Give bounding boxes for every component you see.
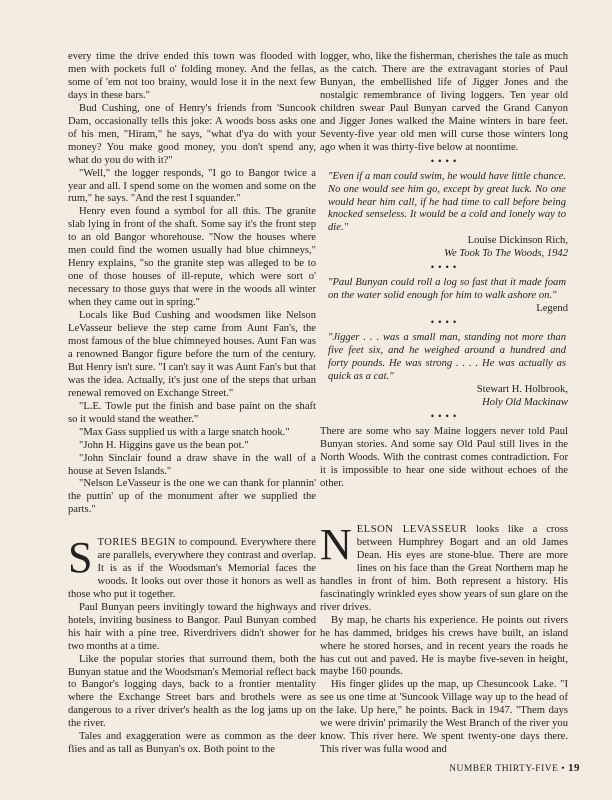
left-column-bottom — [68, 533, 316, 757]
drop-cap: N — [320, 520, 352, 569]
paragraph: His finger glides up the map, up Chesuncook Lake. "I see us one time at 'Suncook Village way up to the head of the lake. Up here," he points. Back in 1947. "Them days we were drivin' primarily the West Branch of the river you know. This river here. We spent twenty-one days there. This river was fulla wood and — [320, 679, 568, 756]
paragraph: Henry even found a symbol for all this. The granite slab lying in front of the shaft. Some say it's the front step to an old Bangor whorehouse. "Now the houses where men could find the women usually had blue chimneys," Henry explains, "so the granite step was alleged to be to one of those houses of ill-repute, which were sort o' necessary to those guys that were in the woods all winter when they came out in spring." — [68, 206, 316, 309]
separator: • • • • — [430, 262, 458, 273]
paragraph: Paul Bunyan peers invitingly toward the highways and hotels, inviting business to Bangor. Paul Bunyan combed his hair with a pine tree. Riverdrivers didn't shower for two months at a time. — [68, 601, 316, 652]
paragraph: "Max Gass supplied us with a large snatch hook." — [79, 426, 290, 438]
quote-attribution — [320, 235, 568, 261]
quote-attribution — [320, 384, 568, 410]
pull-quote: "Even if a man could swim, he would have little chance. No one would see him go, except by great luck. No one would hear him call, if he had time to call before being knocked senseless. It would be a cold and lonely way to die." — [328, 170, 566, 234]
paragraph: Tales and exaggeration were as common as the deer flies and as tall as Bunyan's ox. Both point to the — [68, 731, 316, 756]
paragraph: Bud Cushing, one of Henry's friends from 'Suncook Dam, occasionally tells this joke: A woods boss asks one of his men, "Hiram," he says, "what d'ya do with your money? You make good money, you don't spend any, what do you do with it?" — [68, 102, 316, 166]
paragraph: every time the drive ended this town was flooded with men with pockets full o' folding money. And the fellas, some of 'em not too brainy, would lose it in the next few days in these bars." — [68, 51, 316, 101]
paragraph: logger, who, like the fisherman, cherishes the tale as much as the catch. There are the extravagant stories of Paul Bunyan, the embellished life of Jigger Jones and the nostalgic remembrance of living loggers. Ten year old children swear Paul Bunyan carved the Grand Canyon and Jigger Jones walked the Maine winters in bare feet. Seventy-five year old men will curse those winters long ago when it was thirty-five below at noontime. — [320, 51, 568, 153]
paragraph: "Nelson LeVasseur is the one we can thank for plannin' the puttin' up of the monument after we supplied the parts." — [68, 478, 316, 516]
left-column-top — [68, 51, 316, 517]
paragraph-text: looks like a cross between Humphrey Bogart and an old James Dean. His eyes are stone-blue. There are more lines on his face than the Great Northern map he handles in front of him. Both represent a history. His fascinatingly wrinkled eyes show years of sun glare on the river drives. — [320, 524, 569, 613]
issue-label: NUMBER THIRTY-FIVE — [449, 764, 559, 774]
attribution-author: Legend — [536, 303, 568, 315]
pull-quote: "Paul Bunyan could roll a log so fast that it made foam on the water solid enough for him to walk ashore on." — [328, 277, 566, 302]
attribution-author: Stewart H. Holbrook, — [476, 383, 568, 395]
section-opening-paragraph — [320, 520, 569, 615]
paragraph: "John Sinclair found a draw shave in the wall of a house at Seven Islands." — [68, 452, 316, 477]
quote-attribution — [320, 303, 568, 316]
bullet: • — [561, 764, 566, 774]
paragraph: "John H. Higgins gave us the bean pot." — [79, 439, 249, 451]
section-opening-paragraph — [68, 533, 316, 602]
paragraph: By map, he charts his experience. He points out rivers he has dammed, bridges his crews have built, an island where he stored horses, and in recent years the roads he has cut out and paved. He is maybe five-seven in height, maybe 160 pounds. — [320, 614, 568, 678]
separator: • • • • — [430, 410, 458, 421]
paragraph: There are some who say Maine loggers never told Paul Bunyan stories. And some say Old Paul still lives in the North Woods. With the contrast comes contradiction. For it is impossible to hear one side without echoes of the other. — [320, 425, 568, 489]
attribution-author: Louise Dickinson Rich, — [467, 235, 568, 247]
separator: • • • • — [430, 317, 458, 328]
paragraph: "Well," the logger responds, "I go to Bangor twice a year and all. I spend some on the women and some on the rum," he says. "And the rest I squander." — [68, 167, 316, 205]
right-column-top — [320, 51, 568, 491]
right-column-bottom — [320, 520, 569, 757]
paragraph: "L.E. Towle put the finish and base paint on the shaft so it would stand the weather." — [68, 400, 316, 425]
paragraph: Like the popular stories that surround them, both the Bunyan statue and the Woodsman's Memorial reflect back to Bangor's logging days, back to a frontier mentality where the Exchange Street bars and brothels were as dangerous to a river driver's health as the log jams up on the river. — [68, 653, 316, 730]
attribution-source: We Took To The Woods, 1942 — [444, 248, 568, 260]
lead-in: ELSON LEVASSEUR — [356, 524, 468, 535]
paragraph: Locals like Bud Cushing and woodsmen like Nelson LeVasseur believe the step came from Aunt Fan's, the most famous of the blue chimneyed houses. Aunt Fan was a renowned Bangor figure before the turn of the century. But Henry isn't sure. "I can't say it was Aunt Fan's but that was the idea. Actually, it's just one of the steps that urban renewal removed on Exchange Street." — [68, 310, 316, 399]
attribution-source: Holy Old Mackinaw — [482, 396, 568, 408]
drop-cap: S — [68, 533, 93, 582]
page-number: 19 — [568, 762, 580, 774]
separator: • • • • — [430, 155, 458, 166]
page-footer — [430, 762, 580, 774]
paragraph-text: to compound. Everywhere there are parallels, everywhere they contrast and overlap. It is as if the Woodsman's Memorial faces the woods. It looks out over those it honors as well as those who put it together. — [68, 537, 316, 600]
pull-quote: "Jigger . . . was a small man, standing not more than five feet six, and he weighed around a hundred and forty pounds. He was strong . . . . He was actually as quick as a cat." — [328, 332, 566, 383]
lead-in: TORIES BEGIN — [97, 537, 176, 548]
